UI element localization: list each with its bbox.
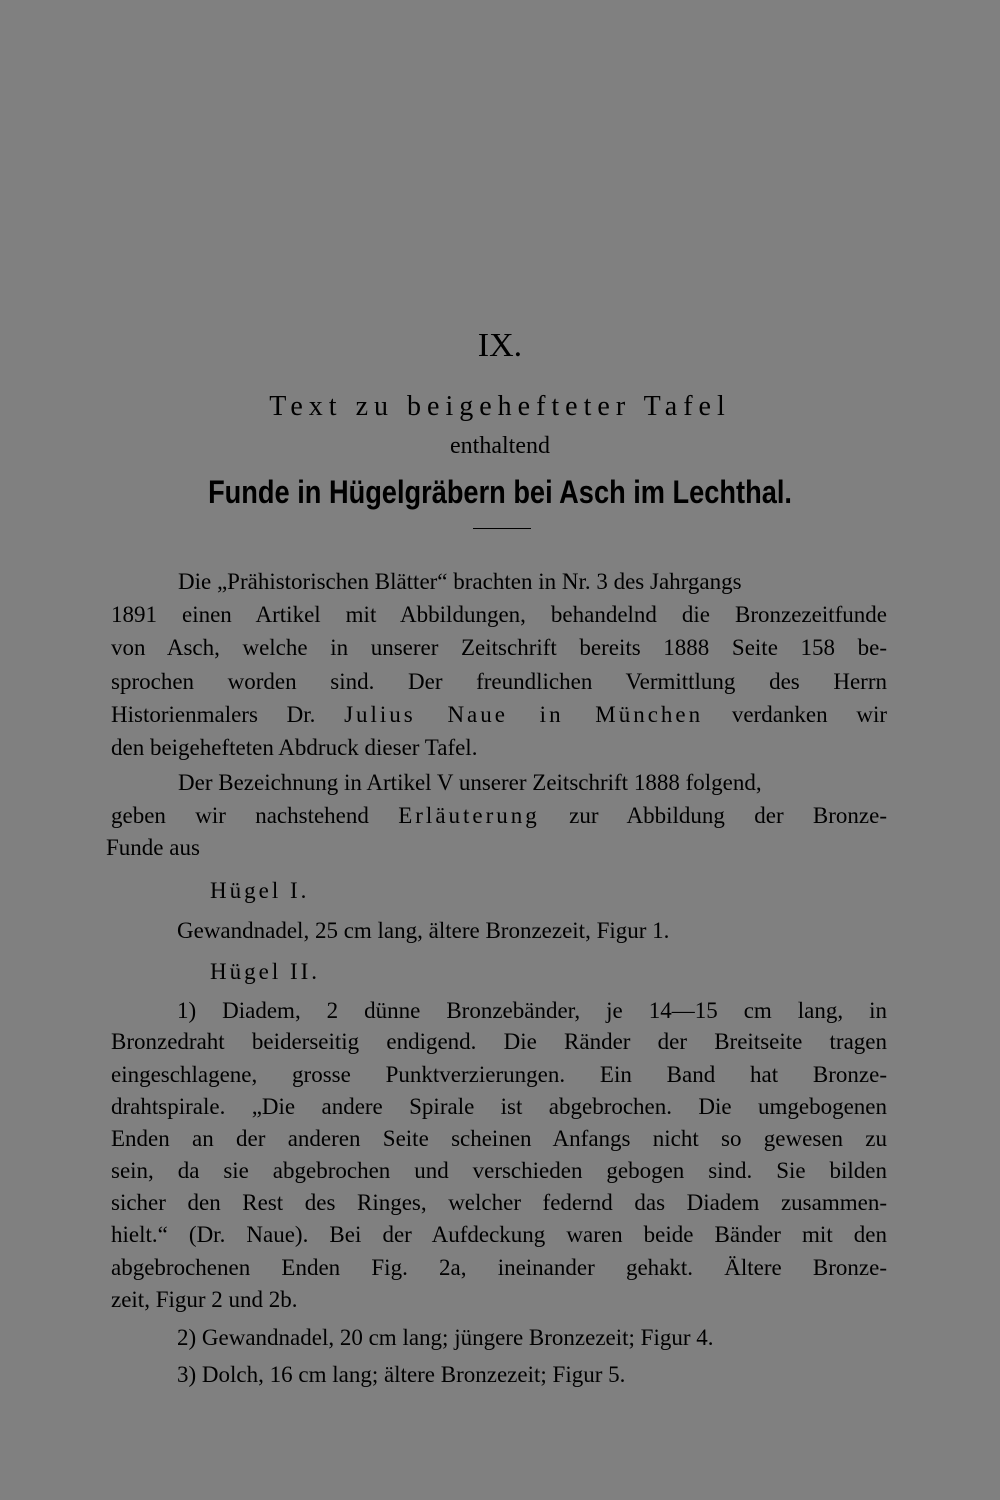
chapter-subtitle: enthaltend [450,433,550,459]
paragraph-2-line-3: Funde aus [106,835,200,860]
paragraph-2-line-1: Der Bezeichnung in Artikel V unserer Zeitschrift 1888 folgend, [178,770,762,795]
huegel-1-heading: Hügel I. [210,878,310,903]
paragraph-1-line-4: sprochen worden sind. Der freundlichen Vermittlung des Herrn [111,669,887,694]
spaced-word: Erläuterung [398,803,540,828]
huegel-2-item-1-line-6: sein, da sie abgebrochen und verschieden gebogen sind. Sie bilden [111,1158,887,1183]
line-2-part-a: geben wir nachstehend [111,803,369,828]
huegel-2-item-1-line-1: 1) Diadem, 2 dünne Bronzebänder, je 14—15 cm lang, in [177,998,887,1023]
huegel-2-item-1-line-4: drahtspirale. „Die andere Spirale ist abgebrochen. Die umgebogenen [111,1094,887,1119]
paragraph-1-line-1: Die „Prähistorischen Blätter“ brachten in Nr. 3 des Jahrgangs [178,569,742,594]
huegel-2-item-1-line-7: sicher den Rest des Ringes, welcher federnd das Diadem zusammen- [111,1190,887,1215]
huegel-2-item-1-line-8: hielt.“ (Dr. Naue). Bei der Aufdeckung waren beide Bänder mit den [111,1222,887,1247]
line-5-part-a: Historienmalers Dr. [111,702,316,727]
paragraph-1-line-5 [111,700,887,730]
huegel-2-heading: Hügel II. [210,959,321,984]
paragraph-2-line-2 [111,801,887,831]
huegel-2-item-2: 2) Gewandnadel, 20 cm lang; jüngere Bronzezeit; Figur 4. [177,1325,714,1350]
chapter-title: Text zu beigehefteter Tafel [269,391,731,422]
line-5-part-c: verdanken wir [731,702,887,727]
paragraph-1-line-6: den beigehefteten Abdruck dieser Tafel. [111,735,478,760]
huegel-2-item-1-line-5: Enden an der anderen Seite scheinen Anfangs nicht so gewesen zu [111,1126,887,1151]
chapter-number: IX. [477,327,523,364]
huegel-1-item: Gewandnadel, 25 cm lang, ältere Bronzezeit, Figur 1. [177,918,670,943]
main-heading: Funde in Hügelgräbern bei Asch im Lechthal. [208,474,792,510]
huegel-2-item-1-line-3: eingeschlagene, grosse Punktverzierungen. Ein Band hat Bronze- [111,1062,887,1087]
separator-rule [473,528,531,529]
huegel-2-item-1-line-2: Bronzedraht beiderseitig endigend. Die Ränder der Breitseite tragen [111,1029,887,1054]
paragraph-1-line-2: 1891 einen Artikel mit Abbildungen, behandelnd die Bronzezeitfunde [111,602,887,627]
line-2-part-c: zur Abbildung der Bronze- [569,803,888,828]
paragraph-1-line-3: von Asch, welche in unserer Zeitschrift bereits 1888 Seite 158 be- [111,635,887,660]
huegel-2-item-1-line-10: zeit, Figur 2 und 2b. [111,1287,298,1312]
huegel-2-item-1-line-9: abgebrochenen Enden Fig. 2a, ineinander gehakt. Ältere Bronze- [111,1255,887,1280]
person-name: Julius Naue in München [344,702,704,727]
huegel-2-item-3: 3) Dolch, 16 cm lang; ältere Bronzezeit; Figur 5. [177,1362,626,1387]
